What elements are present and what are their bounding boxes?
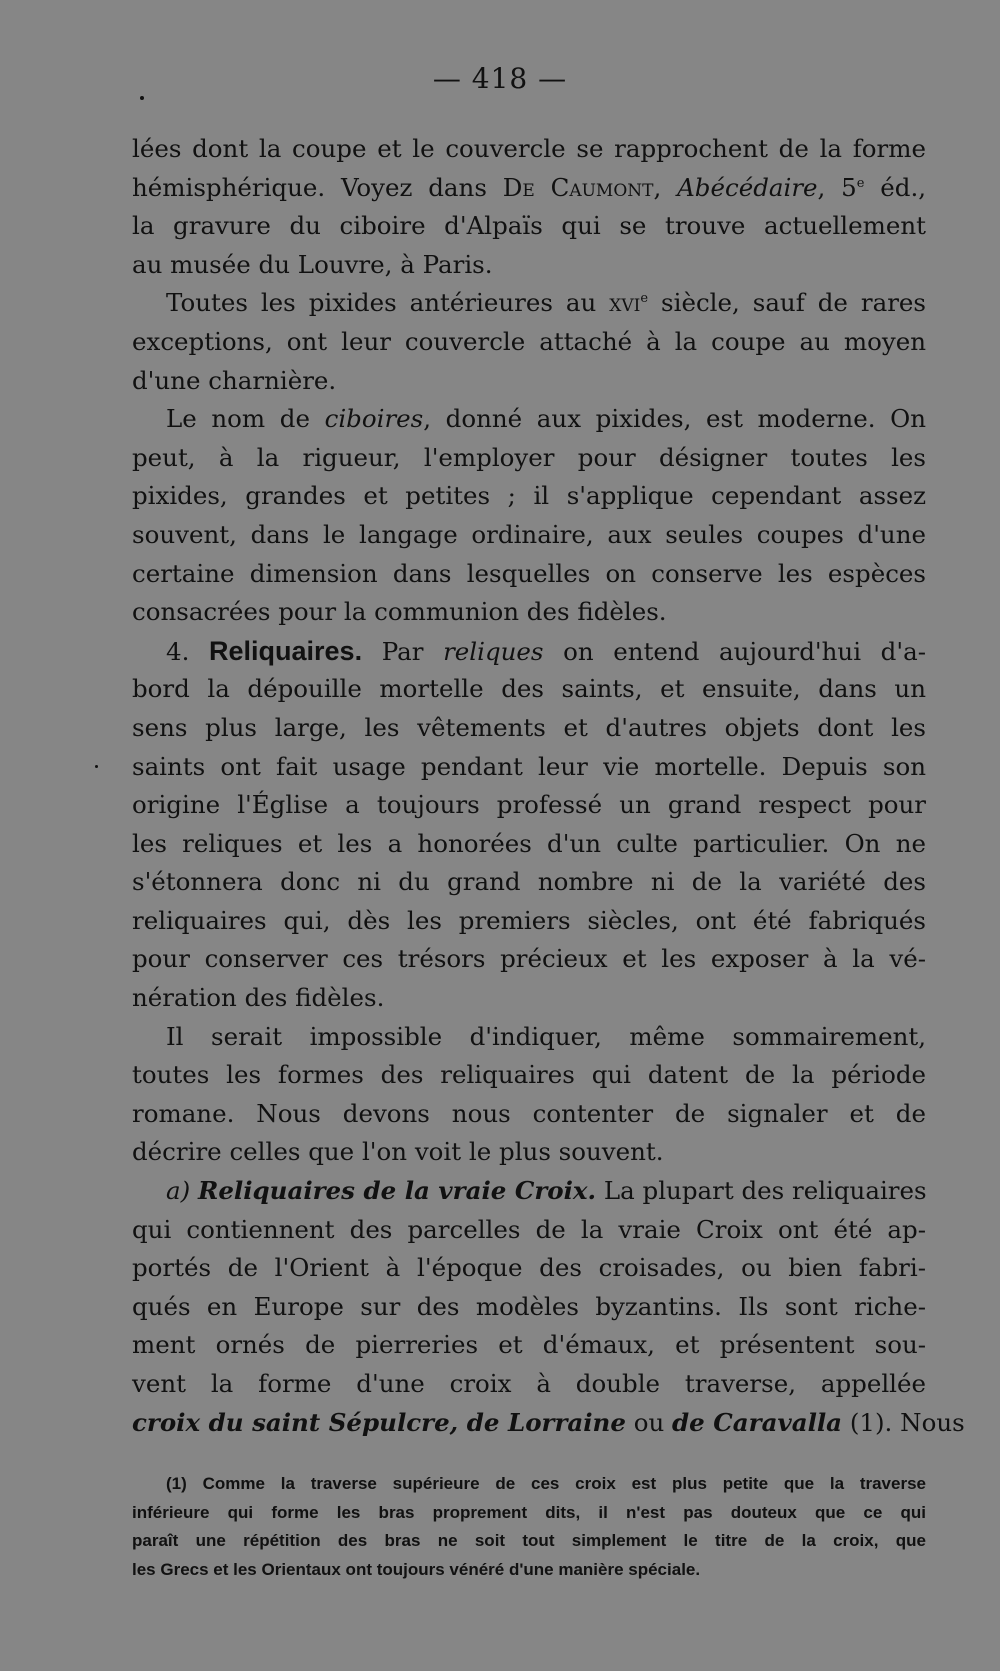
page-number: — 418 —: [432, 62, 568, 95]
italic-term: croix du saint Sépulcre, de Lorraine: [132, 1407, 626, 1437]
text-line: s'étonnera donc ni du grand nombre ni de la variété des: [132, 867, 926, 897]
text-line: au musée du Louvre, à Paris.: [132, 249, 493, 279]
text-line: certaine dimension dans lesquelles on conserve les espèces: [132, 558, 926, 588]
text-line: lées dont la coupe et le couvercle se rapprochent de la forme: [132, 134, 926, 163]
text-line: Le nom de ciboires, donné aux pixides, est moderne. On: [166, 404, 926, 434]
text-line: décrire celles que l'on voit le plus souvent.: [132, 1137, 664, 1167]
text-line: ment ornés de pierreries et d'émaux, et présentent sou-: [132, 1330, 926, 1360]
footnote-line: les Grecs et les Orientaux ont toujours vénéré d'une manière spéciale.: [132, 1559, 701, 1579]
text-line: a) Reliquaires de la vraie Croix. La plupart des reliquaires: [166, 1176, 927, 1206]
italic-term: de Caravalla: [672, 1407, 843, 1437]
text-line: qui contiennent des parcelles de la vraie Croix ont été ap-: [132, 1214, 926, 1244]
subsection-heading: Reliquaires de la vraie Croix.: [197, 1176, 597, 1206]
author-name: De Caumont: [502, 172, 654, 202]
text-line: 4. Reliquaires. Par reliques on entend aujourd'hui d'a-: [166, 635, 926, 666]
text-line: portés de l'Orient à l'époque des croisades, ou bien fabri-: [132, 1253, 926, 1283]
text-line: pour conserver ces trésors précieux et les exposer à la vé-: [132, 944, 926, 974]
text-line: romane. Nous devons nous contenter de signaler et de: [132, 1098, 926, 1128]
footnote-line: inférieure qui forme les bras proprement dits, il n'est pas douteux que ce qui: [132, 1502, 926, 1522]
text-line: reliquaires qui, dès les premiers siècles, ont été fabriqués: [132, 905, 926, 935]
footnote-line: paraît une répétition des bras ne soit tout simplement le titre de la croix, que: [132, 1531, 926, 1550]
book-title: Abécédaire: [677, 172, 818, 202]
page-body: [132, 130, 965, 1442]
section-heading: Reliquaires.: [209, 635, 363, 666]
text-line: peut, à la rigueur, l'employer pour désigner toutes les: [132, 442, 926, 472]
text-line: nération des fidèles.: [132, 983, 385, 1013]
footnote: [132, 1470, 926, 1584]
text-line: vent la forme d'une croix à double traverse, appellée: [132, 1369, 926, 1398]
italic-term: reliques: [443, 636, 544, 666]
text-line: saints ont fait usage pendant leur vie mortelle. Depuis son: [132, 751, 926, 781]
text-line: la gravure du ciboire d'Alpaïs qui se trouve actuellement: [132, 211, 926, 241]
text-line: qués en Europe sur des modèles byzantins. Ils sont riche-: [132, 1291, 926, 1321]
print-speck: [140, 96, 144, 100]
text-line: origine l'Église a toujours professé un grand respect pour: [132, 790, 926, 820]
text-line: Toutes les pixides antérieures au xvi$^e$ siècle, sauf de rares: [166, 288, 926, 318]
text-line: consacrées pour la communion des fidèles.: [132, 597, 667, 627]
text-line: les reliques et les a honorées d'un culte particulier. On ne: [132, 828, 926, 858]
text-line: toutes les formes des reliquaires qui datent de la période: [132, 1060, 926, 1090]
text-line: pixides, grandes et petites ; il s'applique cependant assez: [132, 481, 926, 511]
text-line: bord la dépouille mortelle des saints, et ensuite, dans un: [132, 674, 926, 704]
italic-term: ciboires: [324, 404, 424, 434]
footnote-line: (1) Comme la traverse supérieure de ces croix est plus petite que la traverse: [166, 1474, 926, 1493]
print-speck: [95, 765, 98, 768]
text-line: croix du saint Sépulcre, de Lorraine ou de Caravalla (1). Nous: [132, 1407, 965, 1437]
text-line: souvent, dans le langage ordinaire, aux seules coupes d'une: [132, 519, 926, 549]
text-line: exceptions, ont leur couvercle attaché à la coupe au moyen: [132, 326, 926, 356]
text-line: Il serait impossible d'indiquer, même sommairement,: [166, 1021, 926, 1051]
footnote-ref: (1). Nous: [842, 1407, 965, 1437]
text-line: d'une charnière.: [132, 365, 337, 395]
text-line: sens plus large, les vêtements et d'autres objets dont les: [132, 712, 926, 742]
text-line: hémisphérique. Voyez dans De Caumont, Abécédaire, 5e éd.,: [132, 172, 927, 202]
